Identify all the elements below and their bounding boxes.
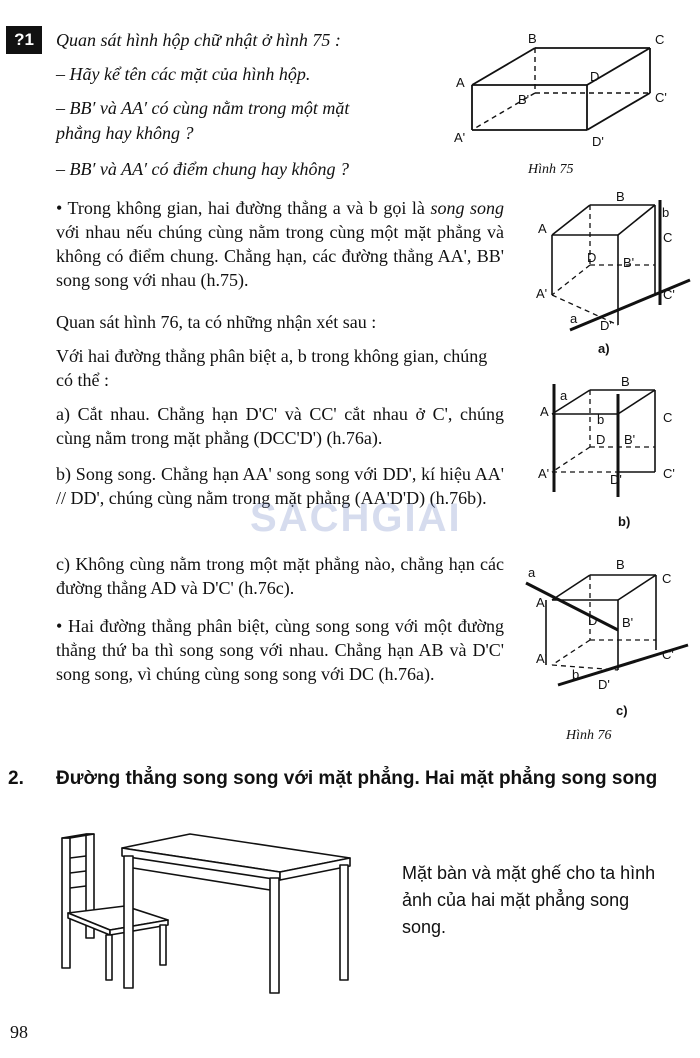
h76b-label-D1: D' (610, 472, 622, 487)
paragraph-case-a: a) Cắt nhau. Chẳng hạn D'C' và CC' cắt nhau ở C', chúng cùng nằm trong mặt phẳng (DCC'D') (h.76a). (56, 404, 504, 448)
question-line-2: – Hãy kể tên các mặt của hình hộp. (56, 64, 311, 84)
h76b-label-b: b (597, 412, 605, 427)
question-line-3b: phẳng hay không ? (56, 123, 194, 143)
h76c-label-C: C (662, 571, 672, 586)
h76b-label-a: a (560, 388, 568, 403)
h76b-label-D: D (596, 432, 606, 447)
h75-label-C1: C' (655, 90, 667, 105)
h76a-label-a: a (570, 311, 578, 326)
h76c-label-D: D (588, 613, 598, 628)
h75-label-B: B (528, 31, 537, 46)
h76a-label-C: C (663, 230, 673, 245)
h76c-label-a: a (528, 565, 536, 580)
p1-term-song-song: song song (430, 198, 504, 218)
question-badge: ?1 (6, 26, 42, 54)
h75-label-D1: D' (592, 134, 604, 149)
figure-76c (518, 555, 695, 720)
h75-label-A: A (456, 75, 465, 90)
figure-75 (440, 30, 690, 160)
h76a-sub: a) (598, 341, 610, 356)
table-chair-illustration (50, 828, 370, 998)
p1-text-end: với nhau nếu chúng cùng nằm trong cùng một mặt phẳng và không có điểm chung. Chẳng hạn, các đường thẳng AA', BB' song song với nhau (h.75). (56, 222, 504, 290)
h76a-label-C1: C' (663, 287, 675, 302)
question-line-1: Quan sát hình hộp chữ nhật ở hình 75 : (56, 30, 341, 50)
h76c-label-A1: A' (536, 651, 548, 666)
h76a-label-D1: D' (600, 318, 612, 333)
h76b-label-A: A (540, 404, 549, 419)
figure-76-caption: Hình 76 (566, 728, 612, 743)
h76b-label-B1: B' (624, 432, 636, 447)
h76a-label-B1: B' (623, 255, 635, 270)
h75-label-B1: B' (518, 92, 530, 107)
h76c-label-A: A (536, 595, 545, 610)
paragraph-case-b: b) Song song. Chẳng hạn AA' song song với DD', kí hiệu AA' // DD', chúng cùng nằm trong mặt phẳng (AA'D'D) (h.76b). (56, 464, 504, 508)
section-number: 2. (8, 768, 24, 789)
h76b-sub: b) (618, 514, 631, 529)
paragraph-case-c: c) Không cùng nằm trong một mặt phẳng nào, chẳng hạn các đường thẳng AD và D'C' (h.76c). (56, 554, 504, 598)
page-number: 98 (10, 1022, 28, 1042)
figure-76a (530, 185, 695, 360)
question-line-3a: – BB′ và AA′ có cùng nằm trong một mặt (56, 98, 350, 118)
h76c-label-D1: D' (598, 677, 610, 692)
illustration-note: Mặt bàn và mặt ghế cho ta hình ảnh của hai mặt phẳng song song. (402, 863, 656, 937)
paragraph-transitive: • Hai đường thẳng phân biệt, cùng song song với một đường thẳng thứ ba thì song song với nhau. Chẳng hạn AB và D'C' song song, vì chúng cùng song song với DC (h.76a). (56, 616, 504, 684)
h76c-sub: c) (616, 703, 628, 718)
p1-text-start: • Trong không gian, hai đường thẳng a và b gọi là (56, 198, 431, 218)
paragraph-cases-intro: Với hai đường thẳng phân biệt a, b trong không gian, chúng có thể : (56, 346, 488, 390)
h76c-label-B: B (616, 557, 625, 572)
watermark: SACHGIAI (250, 496, 462, 540)
h76c-label-B1: B' (622, 615, 634, 630)
h76a-label-B: B (616, 189, 625, 204)
paragraph-definition (56, 196, 504, 292)
h76a-label-b: b (662, 205, 670, 220)
figure-75-caption: Hình 75 (528, 162, 574, 177)
h76c-label-C1: C' (662, 647, 674, 662)
h76b-label-C: C (663, 410, 673, 425)
h76b-label-C1: C' (663, 466, 675, 481)
figure-76b (530, 372, 695, 537)
h75-label-A1: A' (454, 130, 466, 145)
paragraph-observe: Quan sát hình 76, ta có những nhận xét sau : (56, 312, 377, 332)
h76b-label-A1: A' (538, 466, 550, 481)
question-line-4: – BB′ và AA′ có điểm chung hay không ? (56, 159, 349, 179)
h76a-label-A1: A' (536, 286, 548, 301)
h76c-label-b: b (572, 667, 580, 682)
h76b-label-B: B (621, 374, 630, 389)
section-title: Đường thẳng song song với mặt phẳng. Hai mặt phẳng song song (56, 768, 658, 789)
h75-label-C: C (655, 32, 665, 47)
h76a-label-A: A (538, 221, 547, 236)
h76a-label-D: D (587, 250, 597, 265)
h75-label-D: D (590, 69, 600, 84)
